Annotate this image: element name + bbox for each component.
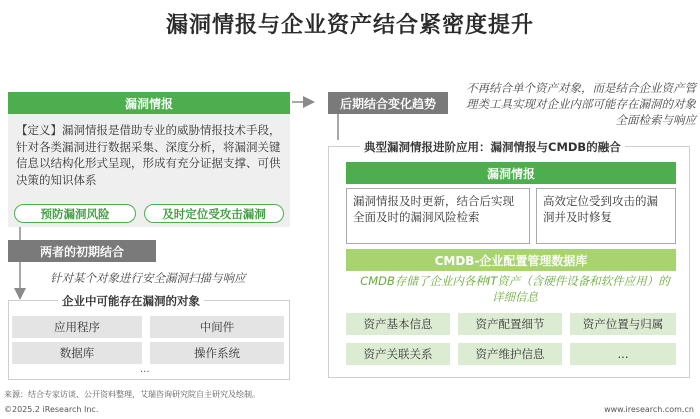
object-database: 数据库 — [12, 342, 142, 364]
pill-locate-vuln — [144, 204, 284, 223]
copyright: ©2025.2 iResearch Inc. — [4, 405, 99, 414]
asset-location-owner: 资产位置与归属 — [570, 313, 676, 335]
initial-combination-header — [8, 240, 156, 262]
asset-config-detail: 资产配置细节 — [458, 313, 562, 335]
source-note: 来源：结合专家访谈、公开资料整理，艾瑞咨询研究院自主研究及绘制。 — [4, 390, 260, 399]
definition-text: 【定义】漏洞情报是借助专业的威胁情报技术手段，针对各类漏洞进行数据采集、深度分析，将漏洞关键信息以结构化形式呈现，形成有充分证据支撑、可供决策的知识体系 — [16, 123, 281, 187]
vi-box-update: 漏洞情报及时更新，结合后实现全面及时的漏洞风险检索 — [346, 188, 530, 244]
vi-header — [346, 162, 676, 184]
cmdb-header — [346, 249, 676, 271]
object-middleware: 中间件 — [150, 316, 284, 338]
objects-more: ... — [140, 364, 150, 375]
object-app: 应用程序 — [12, 316, 142, 338]
initial-note: 针对某个对象进行安全漏洞扫描与响应 — [50, 271, 246, 285]
trend-note: 不再结合单个资产对象，而是结合企业资产管理类工具实现对企业内部可能存在漏洞的对象全面检索与响应 — [466, 81, 696, 127]
app-title: 典型漏洞情报进阶应用：漏洞情报与CMDB的融合 — [360, 139, 625, 155]
vi-header-label: 漏洞情报 — [486, 166, 535, 181]
trend-header — [328, 92, 448, 114]
pill-locate-vuln-label: 及时定位受攻击漏洞 — [162, 206, 266, 221]
object-os: 操作系统 — [150, 342, 284, 364]
initial-combination-label: 两者的初期结合 — [39, 244, 124, 259]
cmdb-note: CMDB存储了企业内各种IT资产（含硬件设备和软件应用）的详细信息 — [360, 274, 670, 304]
asset-basic-info: 资产基本信息 — [346, 313, 450, 335]
asset-more: ... — [570, 343, 676, 365]
vuln-intel-header — [8, 92, 290, 114]
site-url: www.iresearch.com.cn — [604, 405, 694, 414]
asset-relations: 资产关联关系 — [346, 343, 450, 365]
cmdb-header-label: CMDB-企业配置管理数据库 — [434, 253, 588, 268]
vuln-intel-header-label: 漏洞情报 — [124, 96, 173, 111]
page-title: 漏洞情报与企业资产结合紧密度提升 — [165, 13, 534, 38]
pill-prevent-risk-label: 预防漏洞风险 — [40, 206, 110, 221]
vuln-objects-title: 企业中可能存在漏洞的对象 — [58, 293, 204, 309]
trend-header-label: 后期结合变化趋势 — [339, 96, 436, 111]
pill-prevent-risk — [14, 204, 136, 223]
definition-panel — [8, 114, 290, 227]
asset-maintenance: 资产维护信息 — [458, 343, 562, 365]
vi-box-locate: 高效定位受到攻击的漏洞并及时修复 — [536, 188, 676, 244]
